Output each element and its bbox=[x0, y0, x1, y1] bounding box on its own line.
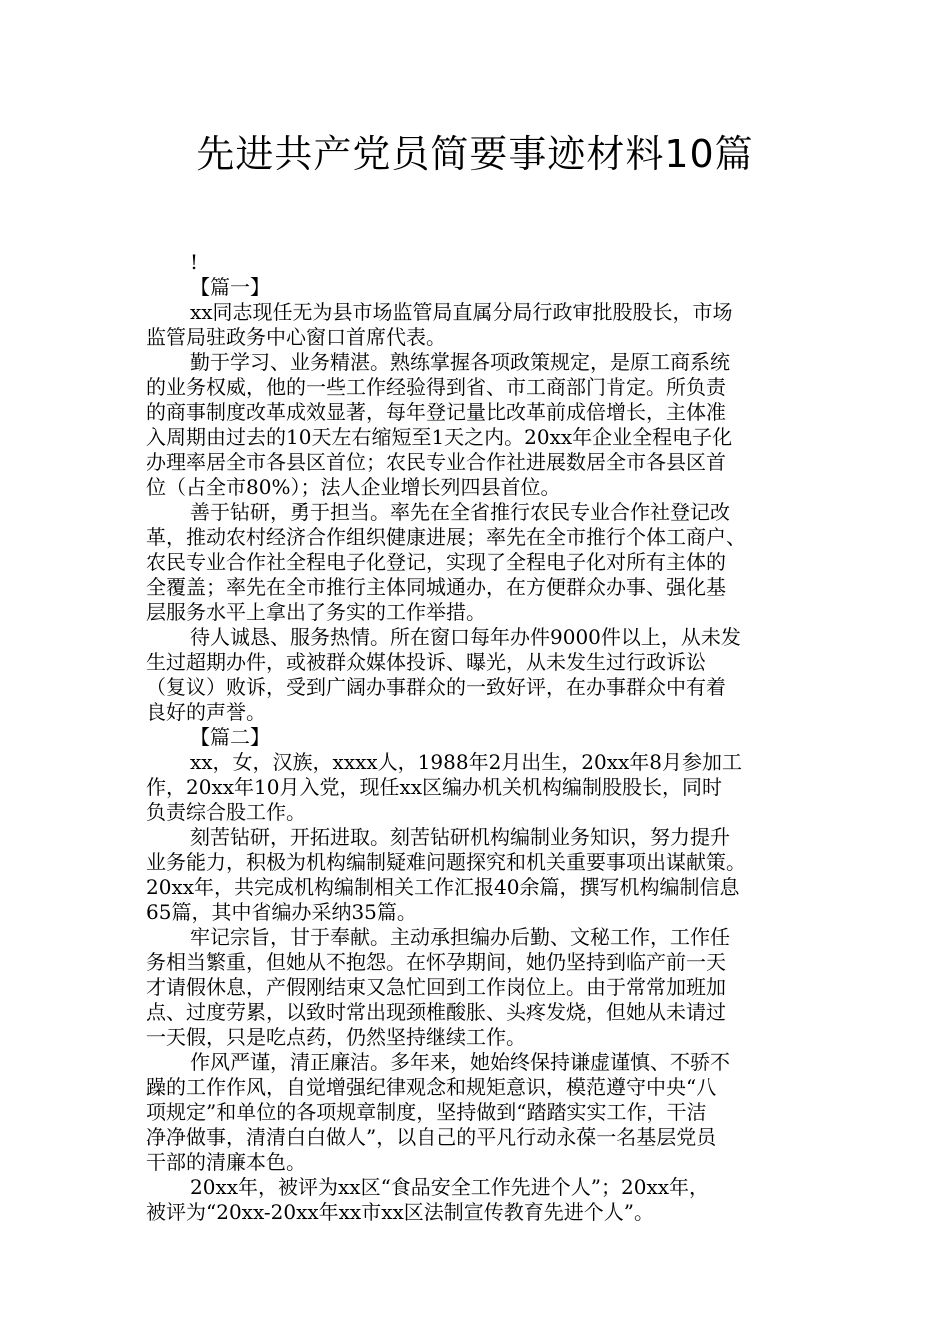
document-body bbox=[146, 250, 810, 1225]
text-line: 监管局驻政务中心窗口首席代表。 bbox=[146, 325, 446, 349]
text-line: 65篇，其中省编办采纳35篇。 bbox=[146, 900, 417, 924]
text-line: 【篇一】 bbox=[190, 275, 270, 299]
text-line: 刻苦钻研，开拓进取。刻苦钻研机构编制业务知识，努力提升 bbox=[190, 825, 730, 849]
text-line: 20xx年，被评为xx区“食品安全工作先进个人”；20xx年， bbox=[190, 1175, 710, 1199]
text-line: 干部的清廉本色。 bbox=[146, 1150, 306, 1174]
text-line: 勤于学习、业务精湛。熟练掌握各项政策规定，是原工商系统 bbox=[190, 350, 730, 374]
text-line: 办理率居全市各县区首位；农民专业合作社进展数居全市各县区首 bbox=[146, 450, 726, 474]
text-line: 一天假，只是吃点药，仍然坚持继续工作。 bbox=[146, 1025, 526, 1049]
text-line: ! bbox=[190, 250, 199, 274]
text-line: 点、过度劳累，以致时常出现颈椎酸胀、头疼发烧，但她从未请过 bbox=[146, 1000, 726, 1024]
text-line: 的业务权威，他的一些工作经验得到省、市工商部门肯定。所负责 bbox=[146, 375, 726, 399]
text-line: 才请假休息，产假刚结束又急忙回到工作岗位上。由于常常加班加 bbox=[146, 975, 726, 999]
text-line: 位（占全市80%）；法人企业增长列四县首位。 bbox=[146, 475, 561, 499]
text-line: xx，女，汉族，xxxx人，1988年2月出生，20xx年8月参加工 bbox=[190, 750, 743, 774]
text-line: xx同志现任无为县市场监管局直属分局行政审批股股长，市场 bbox=[190, 300, 733, 324]
text-line: 20xx年，共完成机构编制相关工作汇报40余篇，撰写机构编制信息 bbox=[146, 875, 740, 899]
text-line: 净净做事，清清白白做人”，以自己的平凡行动永葆一名基层党员 bbox=[146, 1125, 717, 1149]
text-line: 务相当繁重，但她从不抱怨。在怀孕期间，她仍坚持到临产前一天 bbox=[146, 950, 726, 974]
text-line: 入周期由过去的10天左右缩短至1天之内。20xx年企业全程电子化 bbox=[146, 425, 733, 449]
text-line: 善于钻研，勇于担当。率先在全省推行农民专业合作社登记改 bbox=[190, 500, 730, 524]
text-line: 农民专业合作社全程电子化登记，实现了全程电子化对所有主体的 bbox=[146, 550, 726, 574]
text-line: 牢记宗旨，甘于奉献。主动承担编办后勤、文秘工作，工作任 bbox=[190, 925, 730, 949]
document-title: 先进共产党员简要事迹材料10篇 bbox=[196, 132, 754, 176]
text-line: 作，20xx年10月入党，现任xx区编办机关机构编制股股长，同时 bbox=[146, 775, 723, 799]
text-line: 革，推动农村经济合作组织健康进展；率先在全市推行个体工商户、 bbox=[146, 525, 746, 549]
text-line: 躁的工作作风，自觉增强纪律观念和规矩意识，模范遵守中央“八 bbox=[146, 1075, 717, 1099]
text-line: 作风严谨，清正廉洁。多年来，她始终保持谦虚谨慎、不骄不 bbox=[190, 1050, 730, 1074]
text-line: 的商事制度改革成效显著，每年登记量比改革前成倍增长，主体准 bbox=[146, 400, 726, 424]
text-line: 待人诚恳、服务热情。所在窗口每年办件9000件以上，从未发 bbox=[190, 625, 741, 649]
text-line: 全覆盖；率先在全市推行主体同城通办，在方便群众办事、强化基 bbox=[146, 575, 726, 599]
text-line: 良好的声誉。 bbox=[146, 700, 266, 724]
text-line: 业务能力，积极为机构编制疑难问题探究和机关重要事项出谋献策。 bbox=[146, 850, 746, 874]
text-line: 被评为“20xx-20xx年xx市xx区法制宣传教育先进个人”。 bbox=[146, 1200, 654, 1224]
text-line: 项规定”和单位的各项规章制度，坚持做到“踏踏实实工作，干洁 bbox=[146, 1100, 707, 1124]
text-line: 生过超期办件，或被群众媒体投诉、曝光，从未发生过行政诉讼 bbox=[146, 650, 706, 674]
text-line: 层服务水平上拿出了务实的工作举措。 bbox=[146, 600, 486, 624]
text-line: 【篇二】 bbox=[190, 725, 270, 749]
text-line: （复议）败诉，受到广阔办事群众的一致好评，在办事群众中有着 bbox=[146, 675, 726, 699]
text-line: 负责综合股工作。 bbox=[146, 800, 306, 824]
